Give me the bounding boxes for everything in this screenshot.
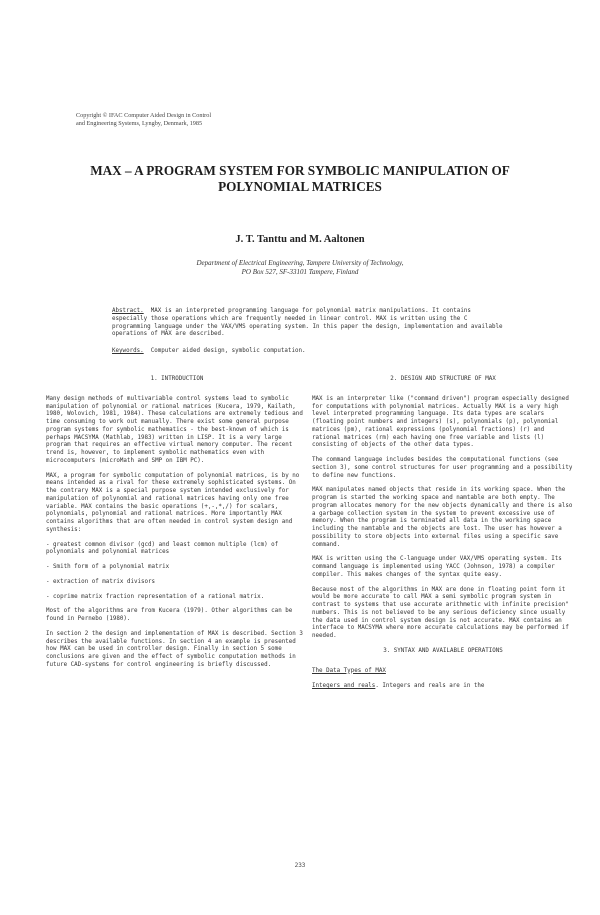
copyright-line-1: Copyright © IFAC Computer Aided Design in Control bbox=[76, 112, 212, 119]
subsection-heading-data-types: The Data Types of MAX bbox=[312, 667, 386, 674]
list-item: - greatest common divisor (gcd) and least common multiple (lcm) of polynomials and polynomial matrices bbox=[46, 541, 279, 556]
design-paragraph-3: MAX manipulates named objects that reside in its working space. When the program is started the working space and namtable are both empty. The program allocates memory for the new objects dynamically and there is also a garbage collection system in the system to prevent excessive use of memory. When the program is terminated all data in the working space including the namtable and the objects are lost. The user has however a possibility to store objects into external files using a specific save command. bbox=[312, 487, 573, 548]
syntax-paragraph-1 bbox=[312, 683, 574, 691]
copyright-line-2: and Engineering Systems, Lyngby, Denmark, 1985 bbox=[76, 120, 203, 127]
paper-authors: J. T. Tanttu and M. Aaltonen bbox=[235, 234, 365, 245]
design-paragraph-5: Because most of the algorithms in MAX are done in floating point form it would be more accurate to call MAX a semi symbolic program system in contrast to systems that use accurate arithmetic with infinite precision" numbers. This is not believed to be any serious deficiency since usually the data used in control system design is not accurate. MAX contains an interface to MACSYMA where more accurate calculations may be performed if needed. bbox=[312, 586, 569, 639]
section-heading-syntax: 3. SYNTAX AND AVAILABLE OPERATIONS bbox=[383, 647, 503, 654]
list-item: - coprime matrix fraction representation of a rational matrix. bbox=[46, 593, 265, 600]
keywords bbox=[112, 348, 507, 356]
integers-reals-label: Integers and reals bbox=[312, 683, 376, 690]
paper-title: MAX – A PROGRAM SYSTEM FOR SYMBOLIC MANIPULATION OF POLYNOMIAL MATRICES bbox=[90, 163, 510, 194]
list-item: - extraction of matrix divisors bbox=[46, 578, 156, 585]
integers-reals-text: . Integers and reals are in the bbox=[375, 683, 485, 690]
design-paragraph-1: MAX is an interpreter like ("command driven") program especially designed for computations with polynomial matrices. Actually MAX is a very high level interpreted programming language. Its data types are scalars (floating point numbers and integers) (s), polynomials (p), polynomial matrices (pm), rational expressions (polynomial fractions) (r) and rational matrices (rm) each having one free variable and lists (l) consisting of objects of the other data types. bbox=[312, 395, 569, 449]
intro-paragraph-4: In section 2 the design and implementation of MAX is described. Section 3 describes the available functions. In section 4 an example is presented how MAX can be used in controller design. Finally in section 5 some conclusions are given and the effect of symbolic computation methods in future CAD-systems for control engineering is briefly discussed. bbox=[46, 630, 303, 668]
section-heading-design: 2. DESIGN AND STRUCTURE OF MAX bbox=[390, 376, 496, 382]
author-affiliation bbox=[90, 259, 510, 277]
section-heading-introduction: 1. INTRODUCTION bbox=[150, 376, 204, 382]
intro-paragraph-3: Most of the algorithms are from Kucera (1979). Other algorithms can be found in Pernebo (1980). bbox=[46, 608, 293, 622]
page-number: 233 bbox=[294, 862, 306, 869]
left-column bbox=[46, 376, 308, 677]
design-paragraph-2: The command language includes besides the computational functions (see section 3), some control structures for user programming and a possibility to define new functions. bbox=[312, 457, 573, 479]
affiliation-line-2: PO Box 527, SF-33101 Tampere, Finland bbox=[241, 268, 359, 276]
abstract-text: MAX is an interpreted programming language for polynomial matrix manipulations. It contains especially those operations which are frequently needed in linear control. MAX is written using the C programming language under the VAX/VMS operating system. In this paper the design, implementation and available operations of MAX are described. bbox=[112, 308, 503, 338]
intro-paragraph-2: MAX, a program for symbolic computation of polynomial matrices, is by no means intended as a rival for these extremely sophisticated systems. On the contrary MAX is a special purpose system intended exclusively for manipulation of polynomial and rational matrices having only one free variable. MAX contains the basic operations (+,-,*,/) for scalars, polynomials, polynomial and rational matrices. More importantly MAX contains algorithms that are often needed in control system design and synthesis: bbox=[46, 472, 300, 533]
abstract-label: Abstract. bbox=[112, 308, 144, 314]
affiliation-line-1: Department of Electrical Engineering, Tampere University of Technology, bbox=[196, 259, 404, 267]
design-paragraph-4: MAX is written using the C-language under VAX/VMS operating system. Its command language is implemented using YACC (Johnson, 1978) a compiler compiler. This makes changes of the syntax quite easy. bbox=[312, 556, 562, 578]
right-column bbox=[312, 376, 574, 698]
abstract bbox=[112, 308, 507, 339]
copyright-notice bbox=[76, 112, 316, 128]
keywords-label: Keywords. bbox=[112, 348, 144, 354]
list-item: - Smith form of a polynomial matrix bbox=[46, 564, 170, 570]
intro-paragraph-1: Many design methods of multivariable control systems lead to symbolic manipulation of polynomial or rational matrices (Kucera, 1979, Kailath, 1980, Wolovich, 1981, 1984). These calculations are extremely tedious and time consuming to work out manually. There exist some general purpose program systems for symbolic mathematics - the best-known of which is perhaps MACSYMA (Mathlab, 1983) written in LISP. It is a very large program that requires an effective virtual memory computer. The recent trend is, however, to implement symbolic mathematics even with microcomputers (microMath and SMP on IBM PC). bbox=[46, 395, 303, 464]
keywords-text: Computer aided design, symbolic computation. bbox=[150, 348, 306, 354]
